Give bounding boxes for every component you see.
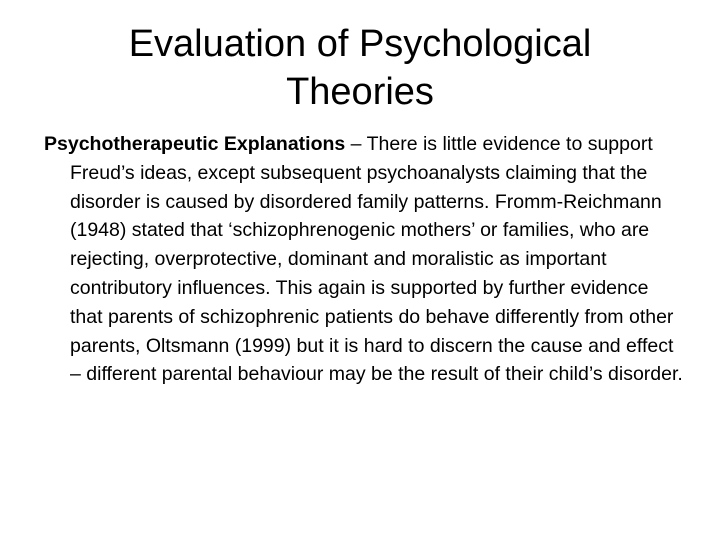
slide-title-line2: Theories: [286, 71, 434, 113]
body-term: Psychotherapeutic Explanations: [44, 133, 346, 155]
slide-title: [60, 20, 660, 116]
body-paragraph: [44, 130, 684, 389]
slide-title-line1: Evaluation of Psychological: [128, 23, 592, 65]
body-text: – There is little evidence to support Freud’s ideas, except subsequent psychoanalysts claiming that the disorder is caused by disordered family patterns. Fromm-Reichmann (1948) stated that ‘schizophrenogenic mothers’ or families, who are rejecting, overprotective, dominant and moralistic as important contributory influences. This again is supported by further evidence that parents of schizophrenic patients do behave differently from other parents, Oltsmann (1999) but it is hard to discern the cause and effect – different parental behaviour may be the result of their child’s disorder.: [70, 133, 683, 386]
